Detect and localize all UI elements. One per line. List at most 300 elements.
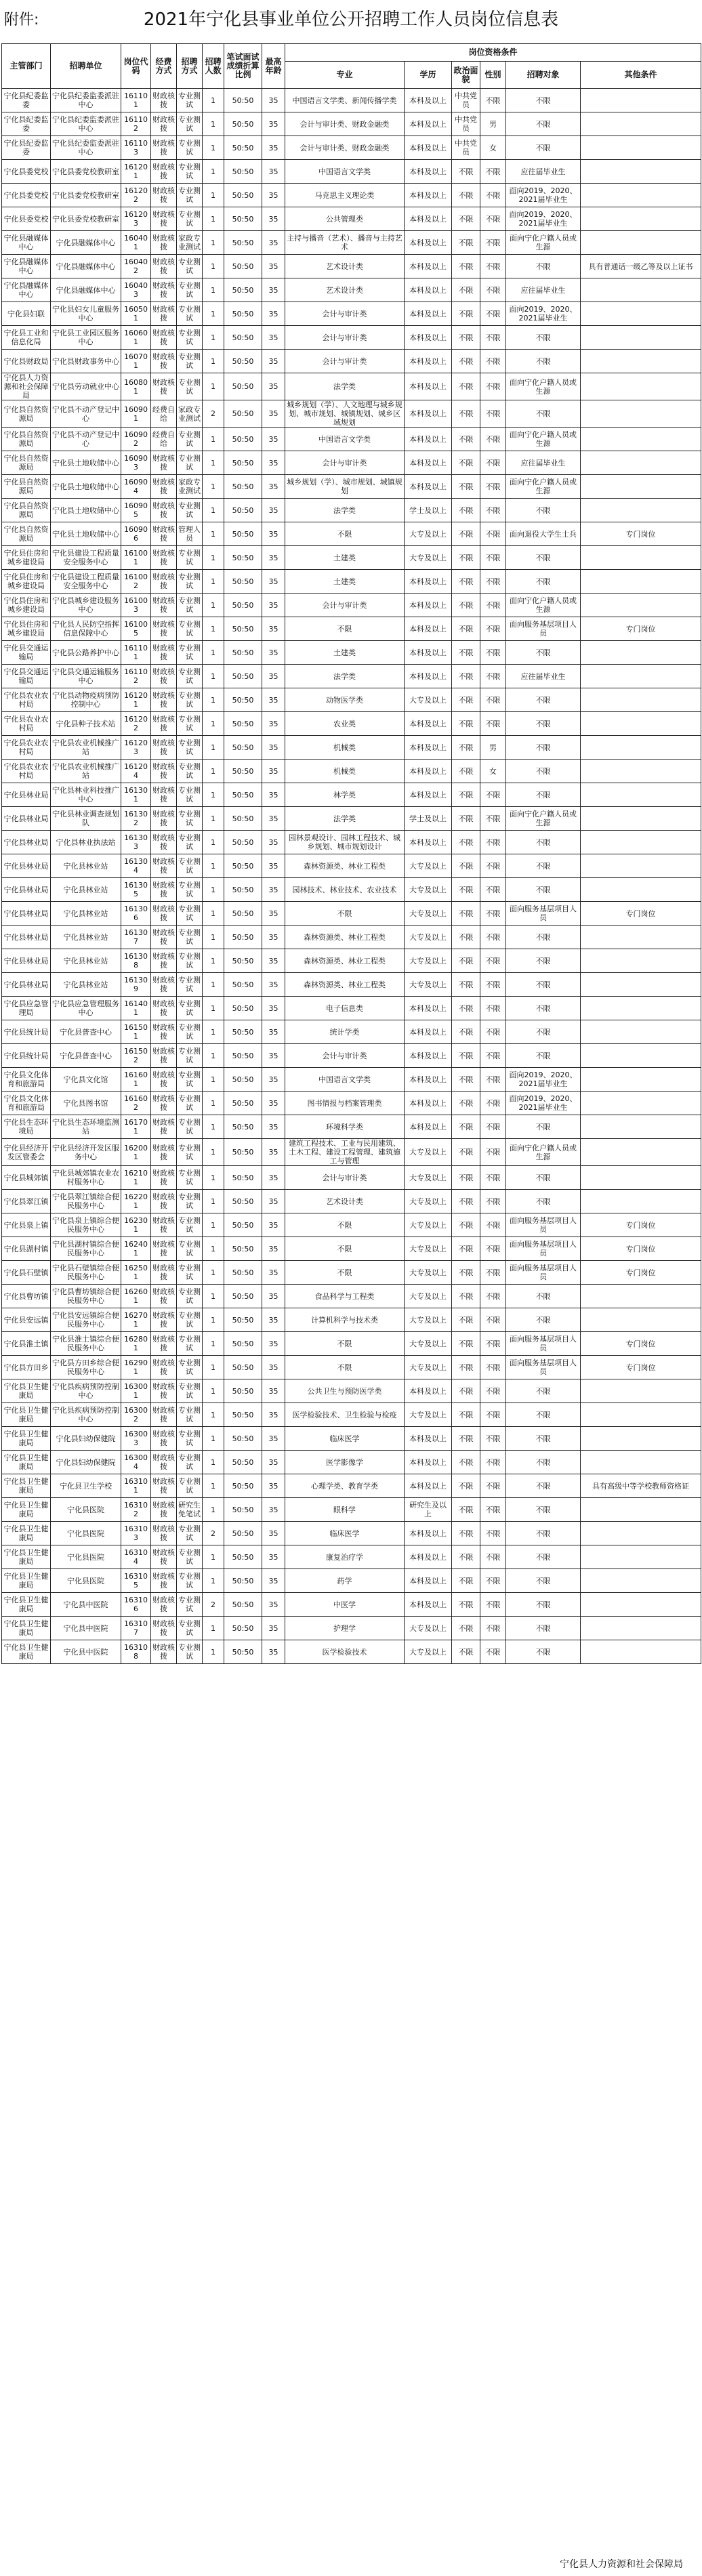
cell-edu: 本科及以上 [405,1427,452,1451]
cell-count: 1 [203,1498,224,1522]
cell-age: 35 [262,278,285,302]
cell-target: 不限 [506,997,581,1020]
cell-ratio: 50:50 [224,302,262,326]
cell-dept: 宁化县林业局 [2,831,51,854]
cell-age: 35 [262,949,285,973]
cell-political: 中共党员 [452,112,480,136]
cell-age: 35 [262,1379,285,1403]
cell-edu: 本科及以上 [405,475,452,499]
cell-target: 应往届毕业生 [506,160,581,184]
cell-unit: 宁化县土地收储中心 [51,499,121,522]
cell-other [581,231,701,255]
cell-code: 162701 [121,1308,151,1332]
cell-political: 不限 [452,207,480,231]
cell-code: 163102 [121,1498,151,1522]
cell-ratio: 50:50 [224,1593,262,1617]
cell-gender: 不限 [480,1640,506,1664]
cell-dept: 宁化县交通运输局 [2,665,51,688]
cell-type: 专业测试 [177,997,203,1020]
cell-political: 不限 [452,617,480,641]
cell-gender: 不限 [480,1545,506,1569]
cell-other [581,949,701,973]
cell-age: 35 [262,1237,285,1261]
cell-count: 1 [203,878,224,902]
cell-unit: 宁化县妇女儿童服务中心 [51,302,121,326]
cell-target: 不限 [506,831,581,854]
cell-type: 专业测试 [177,1237,203,1261]
cell-gender: 不限 [480,373,506,400]
cell-edu: 本科及以上 [405,350,452,373]
cell-other [581,1092,701,1115]
cell-type: 专业测试 [177,641,203,665]
cell-other: 专门岗位 [581,1332,701,1356]
cell-gender: 不限 [480,949,506,973]
cell-other [581,1617,701,1640]
cell-major: 眼科学 [285,1498,405,1522]
cell-count: 1 [203,207,224,231]
cell-code: 162201 [121,1190,151,1213]
cell-target: 不限 [506,1115,581,1139]
cell-other [581,878,701,902]
cell-dept: 宁化县农业农村局 [2,688,51,712]
cell-political: 中共党员 [452,89,480,112]
cell-funding: 财政核拨 [151,546,177,570]
cell-code: 160801 [121,373,151,400]
cell-type: 专业测试 [177,973,203,997]
cell-unit: 宁化县普查中心 [51,1044,121,1068]
cell-funding: 财政核拨 [151,1593,177,1617]
cell-political: 不限 [452,760,480,783]
cell-political: 不限 [452,807,480,831]
cell-dept: 宁化县农业农村局 [2,736,51,760]
cell-funding: 财政核拨 [151,1285,177,1308]
cell-unit: 宁化县林业站 [51,926,121,949]
cell-funding: 财政核拨 [151,231,177,255]
cell-type: 专业测试 [177,1213,203,1237]
cell-dept: 宁化县融媒体中心 [2,231,51,255]
cell-dept: 宁化县卫生健康局 [2,1474,51,1498]
page-title: 2021年宁化县事业单位公开招聘工作人员岗位信息表 [143,9,559,30]
table-row [2,1237,701,1261]
cell-target: 应往届毕业生 [506,665,581,688]
table-row [2,373,701,400]
cell-funding: 财政核拨 [151,712,177,736]
cell-unit: 宁化县中医院 [51,1593,121,1617]
cell-type: 专业测试 [177,278,203,302]
cell-other [581,807,701,831]
table-row [2,1139,701,1166]
cell-target: 不限 [506,1427,581,1451]
cell-count: 1 [203,688,224,712]
cell-gender: 不限 [480,302,506,326]
cell-type: 专业测试 [177,160,203,184]
cell-dept: 宁化县卫生健康局 [2,1451,51,1474]
cell-political: 不限 [452,1427,480,1451]
cell-count: 1 [203,231,224,255]
cell-major: 林学类 [285,783,405,807]
cell-ratio: 50:50 [224,1308,262,1332]
cell-edu: 大专及以上 [405,1617,452,1640]
cell-edu: 本科及以上 [405,783,452,807]
cell-unit: 宁化县林业站 [51,949,121,973]
cell-ratio: 50:50 [224,522,262,546]
cell-major: 艺术设计类 [285,278,405,302]
cell-count: 1 [203,302,224,326]
cell-count: 2 [203,1593,224,1617]
cell-other [581,475,701,499]
cell-edu: 本科及以上 [405,665,452,688]
cell-gender: 不限 [480,1356,506,1379]
cell-dept: 宁化县妇联 [2,302,51,326]
cell-other [581,1640,701,1664]
cell-ratio: 50:50 [224,1115,262,1139]
cell-political: 不限 [452,1092,480,1115]
cell-political: 不限 [452,854,480,878]
cell-ratio: 50:50 [224,255,262,278]
cell-count: 1 [203,112,224,136]
footer-issuer: 宁化县人力资源和社会保障局 [560,2559,683,2570]
cell-unit: 宁化县农业机械推广站 [51,760,121,783]
cell-age: 35 [262,926,285,949]
cell-age: 35 [262,1332,285,1356]
cell-gender: 不限 [480,1379,506,1403]
cell-major: 机械类 [285,760,405,783]
cell-major: 森林资源类、林业工程类 [285,926,405,949]
cell-major: 森林资源类、林业工程类 [285,973,405,997]
cell-other [581,1379,701,1403]
cell-other [581,1451,701,1474]
cell-other [581,712,701,736]
cell-other [581,570,701,594]
cell-code: 160904 [121,475,151,499]
table-row [2,1044,701,1068]
cell-type: 专业测试 [177,350,203,373]
cell-type: 专业测试 [177,1427,203,1451]
cell-other [581,1403,701,1427]
table-row [2,712,701,736]
cell-target: 面向宁化户籍人员或生源 [506,594,581,617]
cell-dept: 宁化县融媒体中心 [2,278,51,302]
cell-funding: 财政核拨 [151,1569,177,1593]
cell-count: 1 [203,255,224,278]
cell-age: 35 [262,617,285,641]
cell-unit: 宁化县林业站 [51,973,121,997]
cell-ratio: 50:50 [224,902,262,926]
cell-edu: 大专及以上 [405,973,452,997]
cell-unit: 宁化县劳动就业中心 [51,373,121,400]
cell-other [581,112,701,136]
cell-target: 面向2019、2020、2021届毕业生 [506,184,581,207]
cell-code: 161001 [121,546,151,570]
cell-edu: 本科及以上 [405,641,452,665]
cell-ratio: 50:50 [224,1640,262,1664]
cell-type: 专业测试 [177,499,203,522]
cell-unit: 宁化县委党校教研室 [51,160,121,184]
cell-ratio: 50:50 [224,736,262,760]
cell-other [581,973,701,997]
cell-gender: 不限 [480,665,506,688]
cell-gender: 不限 [480,1261,506,1285]
table-row [2,1308,701,1332]
cell-dept: 宁化县卫生健康局 [2,1498,51,1522]
cell-age: 35 [262,1403,285,1427]
cell-other [581,760,701,783]
cell-type: 专业测试 [177,1285,203,1308]
cell-unit: 宁化县应急管理服务中心 [51,997,121,1020]
cell-edu: 本科及以上 [405,1593,452,1617]
cell-major: 临床医学 [285,1522,405,1545]
cell-age: 35 [262,1545,285,1569]
table-row [2,973,701,997]
cell-major: 不限 [285,902,405,926]
cell-ratio: 50:50 [224,1403,262,1427]
cell-gender: 不限 [480,997,506,1020]
cell-political: 不限 [452,1593,480,1617]
header-unit: 招聘单位 [51,44,121,89]
cell-code: 161202 [121,184,151,207]
cell-dept: 宁化县经济开发区管委会 [2,1139,51,1166]
cell-unit: 宁化县疾病预防控制中心 [51,1379,121,1403]
cell-gender: 不限 [480,973,506,997]
cell-edu: 本科及以上 [405,451,452,475]
cell-count: 1 [203,1403,224,1427]
cell-other [581,831,701,854]
cell-gender: 不限 [480,1474,506,1498]
cell-type: 管理人员 [177,522,203,546]
cell-dept: 宁化县农业农村局 [2,712,51,736]
cell-code: 160701 [121,350,151,373]
cell-type: 专业测试 [177,1379,203,1403]
cell-major: 会计与审计类 [285,1166,405,1190]
cell-type: 研究生免笔试 [177,1498,203,1522]
cell-age: 35 [262,736,285,760]
cell-gender: 不限 [480,1044,506,1068]
cell-code: 161203 [121,207,151,231]
cell-funding: 财政核拨 [151,89,177,112]
cell-type: 专业测试 [177,1332,203,1356]
cell-count: 1 [203,1379,224,1403]
positions-table [1,43,701,1664]
cell-dept: 宁化县卫生健康局 [2,1569,51,1593]
cell-target: 不限 [506,1044,581,1068]
table-row [2,1403,701,1427]
cell-age: 35 [262,136,285,160]
cell-edu: 本科及以上 [405,1545,452,1569]
table-row [2,902,701,926]
cell-target: 不限 [506,1285,581,1308]
cell-ratio: 50:50 [224,1379,262,1403]
cell-edu: 大专及以上 [405,949,452,973]
cell-unit: 宁化县交通运输服务中心 [51,665,121,688]
cell-type: 专业测试 [177,688,203,712]
table-row [2,1261,701,1285]
cell-funding: 财政核拨 [151,617,177,641]
cell-political: 中共党员 [452,136,480,160]
cell-unit: 宁化县医院 [51,1522,121,1545]
cell-ratio: 50:50 [224,760,262,783]
cell-political: 不限 [452,1640,480,1664]
cell-other [581,184,701,207]
table-row [2,207,701,231]
cell-age: 35 [262,760,285,783]
cell-funding: 财政核拨 [151,160,177,184]
cell-code: 161501 [121,1020,151,1044]
cell-age: 35 [262,326,285,350]
cell-funding: 财政核拨 [151,807,177,831]
cell-gender: 不限 [480,255,506,278]
cell-count: 1 [203,1092,224,1115]
cell-age: 35 [262,665,285,688]
cell-count: 1 [203,1617,224,1640]
cell-ratio: 50:50 [224,926,262,949]
table-row [2,665,701,688]
cell-dept: 宁化县泉上镇 [2,1213,51,1237]
cell-ratio: 50:50 [224,451,262,475]
cell-funding: 财政核拨 [151,112,177,136]
cell-ratio: 50:50 [224,475,262,499]
cell-major: 中国语言文学类 [285,1068,405,1092]
cell-count: 1 [203,854,224,878]
cell-age: 35 [262,1020,285,1044]
cell-age: 35 [262,451,285,475]
cell-other: 专门岗位 [581,902,701,926]
cell-unit: 宁化县林业调查规划队 [51,807,121,831]
cell-age: 35 [262,1044,285,1068]
cell-type: 专业测试 [177,902,203,926]
table-body [2,89,701,1664]
cell-type: 专业测试 [177,207,203,231]
cell-target: 不限 [506,1593,581,1617]
cell-funding: 财政核拨 [151,878,177,902]
attachment-label: 附件: [4,12,39,28]
cell-gender: 不限 [480,1617,506,1640]
cell-unit: 宁化县中医院 [51,1617,121,1640]
cell-unit: 宁化县林业站 [51,878,121,902]
cell-gender: 不限 [480,546,506,570]
cell-code: 163107 [121,1617,151,1640]
cell-other [581,1115,701,1139]
cell-other [581,1166,701,1190]
cell-funding: 财政核拨 [151,926,177,949]
cell-dept: 宁化县自然资源局 [2,522,51,546]
cell-count: 1 [203,641,224,665]
cell-gender: 不限 [480,1166,506,1190]
cell-unit: 宁化县纪委监委派驻中心 [51,112,121,136]
cell-political: 不限 [452,546,480,570]
cell-ratio: 50:50 [224,1474,262,1498]
cell-count: 1 [203,1190,224,1213]
cell-political: 不限 [452,451,480,475]
cell-edu: 本科及以上 [405,428,452,451]
table-row [2,1427,701,1451]
cell-dept: 宁化县委党校 [2,160,51,184]
cell-unit: 宁化县卫生学校 [51,1474,121,1498]
cell-ratio: 50:50 [224,1498,262,1522]
cell-target: 不限 [506,712,581,736]
cell-political: 不限 [452,783,480,807]
cell-count: 1 [203,89,224,112]
cell-edu: 本科及以上 [405,184,452,207]
cell-dept: 宁化县自然资源局 [2,451,51,475]
cell-dept: 宁化县卫生健康局 [2,1427,51,1451]
cell-political: 不限 [452,1068,480,1092]
cell-political: 不限 [452,902,480,926]
cell-age: 35 [262,570,285,594]
cell-funding: 财政核拨 [151,1379,177,1403]
cell-dept: 宁化县翠江镇 [2,1190,51,1213]
cell-count: 1 [203,1545,224,1569]
cell-target: 不限 [506,1545,581,1569]
cell-funding: 财政核拨 [151,1068,177,1092]
cell-funding: 财政核拨 [151,831,177,854]
cell-unit: 宁化县人民防空指挥信息保障中心 [51,617,121,641]
header-group: 岗位资格条件 [285,44,701,62]
cell-target: 面向服务基层项目人员 [506,1237,581,1261]
cell-dept: 宁化县纪委监委 [2,89,51,112]
cell-ratio: 50:50 [224,278,262,302]
table-row [2,641,701,665]
table-row [2,594,701,617]
cell-funding: 财政核拨 [151,278,177,302]
cell-target: 面向服务基层项目人员 [506,1332,581,1356]
cell-edu: 大专及以上 [405,522,452,546]
cell-age: 35 [262,1617,285,1640]
cell-unit: 宁化县财政事务中心 [51,350,121,373]
cell-code: 161602 [121,1092,151,1115]
header-ratio: 笔试面试成绩折算比例 [224,44,262,89]
cell-unit: 宁化县土地收储中心 [51,475,121,499]
cell-major: 康复治疗学 [285,1545,405,1569]
cell-edu: 大专及以上 [405,878,452,902]
cell-target: 不限 [506,1640,581,1664]
cell-major: 医学检验技术、卫生检验与检疫 [285,1403,405,1427]
cell-political: 不限 [452,831,480,854]
cell-target: 面向宁化户籍人员或生源 [506,807,581,831]
cell-edu: 本科及以上 [405,136,452,160]
cell-funding: 财政核拨 [151,997,177,1020]
cell-code: 160903 [121,451,151,475]
cell-ratio: 50:50 [224,546,262,570]
cell-target: 不限 [506,1166,581,1190]
cell-other [581,428,701,451]
table-row [2,1020,701,1044]
header-dept: 主管部门 [2,44,51,89]
cell-ratio: 50:50 [224,1190,262,1213]
cell-count: 1 [203,1261,224,1285]
cell-other [581,373,701,400]
cell-political: 不限 [452,1308,480,1332]
table-row [2,1569,701,1593]
cell-political: 不限 [452,1451,480,1474]
cell-ratio: 50:50 [224,1213,262,1237]
cell-major: 艺术设计类 [285,255,405,278]
cell-code: 161101 [121,89,151,112]
cell-code: 161308 [121,949,151,973]
cell-code: 161601 [121,1068,151,1092]
table-row [2,736,701,760]
cell-dept: 宁化县生态环境局 [2,1115,51,1139]
cell-edu: 大专及以上 [405,1237,452,1261]
cell-edu: 大专及以上 [405,1166,452,1190]
cell-edu: 大专及以上 [405,1213,452,1237]
cell-dept: 宁化县统计局 [2,1020,51,1044]
cell-ratio: 50:50 [224,1285,262,1308]
cell-political: 不限 [452,570,480,594]
cell-political: 不限 [452,641,480,665]
cell-edu: 本科及以上 [405,1092,452,1115]
cell-major: 会计与审计类 [285,302,405,326]
cell-gender: 不限 [480,89,506,112]
